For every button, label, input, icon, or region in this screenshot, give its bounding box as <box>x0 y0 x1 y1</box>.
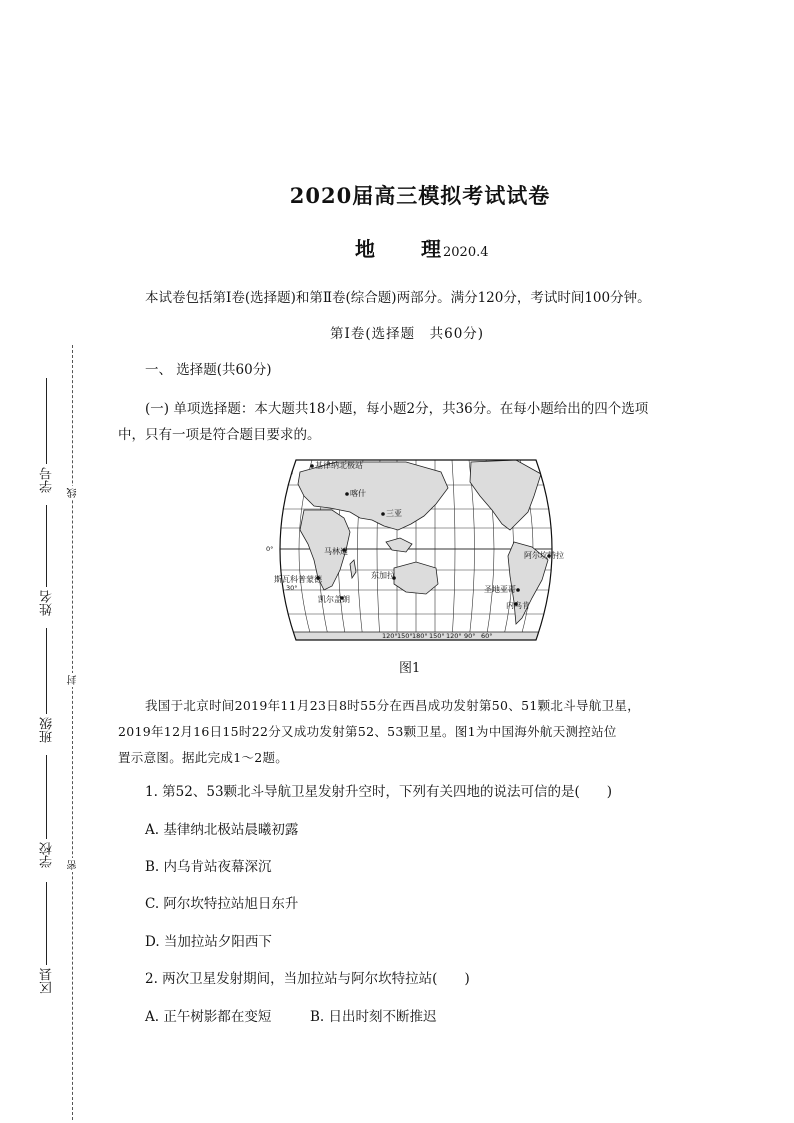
question-1-option-c[interactable]: C. 阿尔坎特拉站旭日东升 <box>145 896 299 912</box>
question-1-stem: 1. 第52、53颗北斗导航卫星发射升空时，下列有关四地的说法可信的是( ) <box>145 784 613 800</box>
label-lon-150w: 150° <box>429 632 445 640</box>
binding-line <box>72 345 73 1120</box>
school-label: 学校 <box>40 842 55 868</box>
part1-heading: 第Ⅰ卷(选择题 共60分) <box>330 326 485 342</box>
question-1-option-d[interactable]: D. 当加拉站夕阳西下 <box>145 934 272 950</box>
figure-caption: 图1 <box>399 661 421 676</box>
subject-heading <box>355 233 489 262</box>
passage-line-3: 置示意图。据此完成1～2题。 <box>118 750 289 765</box>
label-lon-180: 180° <box>412 632 428 640</box>
passage-paragraph <box>118 693 698 771</box>
label-dongara: 东加拉 <box>371 571 395 580</box>
seal-char-seal: 封 <box>68 675 79 685</box>
instruction-line-1: (一) 单项选择题：本大题共18小题，每小题2分，共36分。在每小题给出的四个选项 <box>145 401 649 417</box>
class-label: 班级 <box>40 717 55 743</box>
instruction-line-2: 中，只有一项是符合题目要求的。 <box>118 427 321 443</box>
section-heading: 一、 选择题(共60分) <box>145 362 272 378</box>
question-2-option-b[interactable]: B. 日出时刻不断推迟 <box>310 1009 437 1025</box>
student-id-blank <box>46 378 47 464</box>
map-body <box>266 452 566 647</box>
label-north-pole: 基律纳北极站 <box>315 461 363 470</box>
label-alcantara: 阿尔坎特拉 <box>524 551 564 560</box>
subject-char-1: 地 <box>355 237 375 261</box>
label-lon-120w: 120° <box>446 632 462 640</box>
district-blank <box>46 882 47 965</box>
exam-title: 2020届高三模拟考试试卷 <box>289 183 551 208</box>
name-blank <box>46 505 47 587</box>
exam-description: 本试卷包括第Ⅰ卷(选择题)和第Ⅱ卷(综合题)两部分。满分120分，考试时间100分钟。 <box>145 290 651 306</box>
label-lon-30: 30° <box>286 584 298 592</box>
school-blank <box>46 755 47 839</box>
question-1-option-b[interactable]: B. 内乌肯站夜幕深沉 <box>145 859 272 875</box>
student-id-label: 学号 <box>40 467 55 493</box>
question-1-option-a[interactable]: A. 基律纳北极站晨曦初露 <box>145 822 299 838</box>
label-lat-0: 0° <box>266 545 274 553</box>
label-lon-120: 120° <box>382 632 398 640</box>
class-blank <box>46 628 47 714</box>
district-label: 区县 <box>40 968 55 994</box>
passage-line-2: 2019年12月16日15时22分又成功发射第52、53颗卫星。图1为中国海外航天测控站位 <box>118 724 617 739</box>
north-pole-station-marker <box>310 464 314 468</box>
name-label: 姓名 <box>40 590 55 616</box>
seal-char-secret: 密 <box>68 860 79 870</box>
label-kerguelen: 凯尔盖朗 <box>318 595 350 604</box>
label-malindi: 马林迪 <box>324 547 348 556</box>
label-lon-60: 60° <box>481 632 493 640</box>
label-swakop: 斯瓦科普蒙德 <box>274 575 322 584</box>
santiago-station-marker <box>516 588 520 592</box>
instruction-paragraph <box>118 396 698 448</box>
label-santiago: 圣地亚哥 <box>484 585 516 594</box>
label-lon-90: 90° <box>464 632 476 640</box>
label-neuquen: 内乌肯 <box>506 601 530 610</box>
seal-char-line: 线 <box>68 488 79 498</box>
exam-date: 2020.4 <box>443 245 489 260</box>
subject-char-2: 理 <box>421 237 441 261</box>
question-2-option-a[interactable]: A. 正午树影都在变短 <box>145 1009 272 1025</box>
question-2-stem: 2. 两次卫星发射期间，当加拉站与阿尔坎特拉站( ) <box>145 971 470 987</box>
sanya-station-marker <box>381 512 385 516</box>
label-lon-150: 150° <box>397 632 413 640</box>
label-kashgar: 喀什 <box>350 489 366 498</box>
label-sanya: 三亚 <box>386 509 402 518</box>
passage-line-1: 我国于北京时间2019年11月23日8时55分在西昌成功发射第50、51颗北斗导航卫星， <box>145 698 640 713</box>
world-map-figure <box>266 452 566 647</box>
kashgar-station-marker <box>345 492 349 496</box>
